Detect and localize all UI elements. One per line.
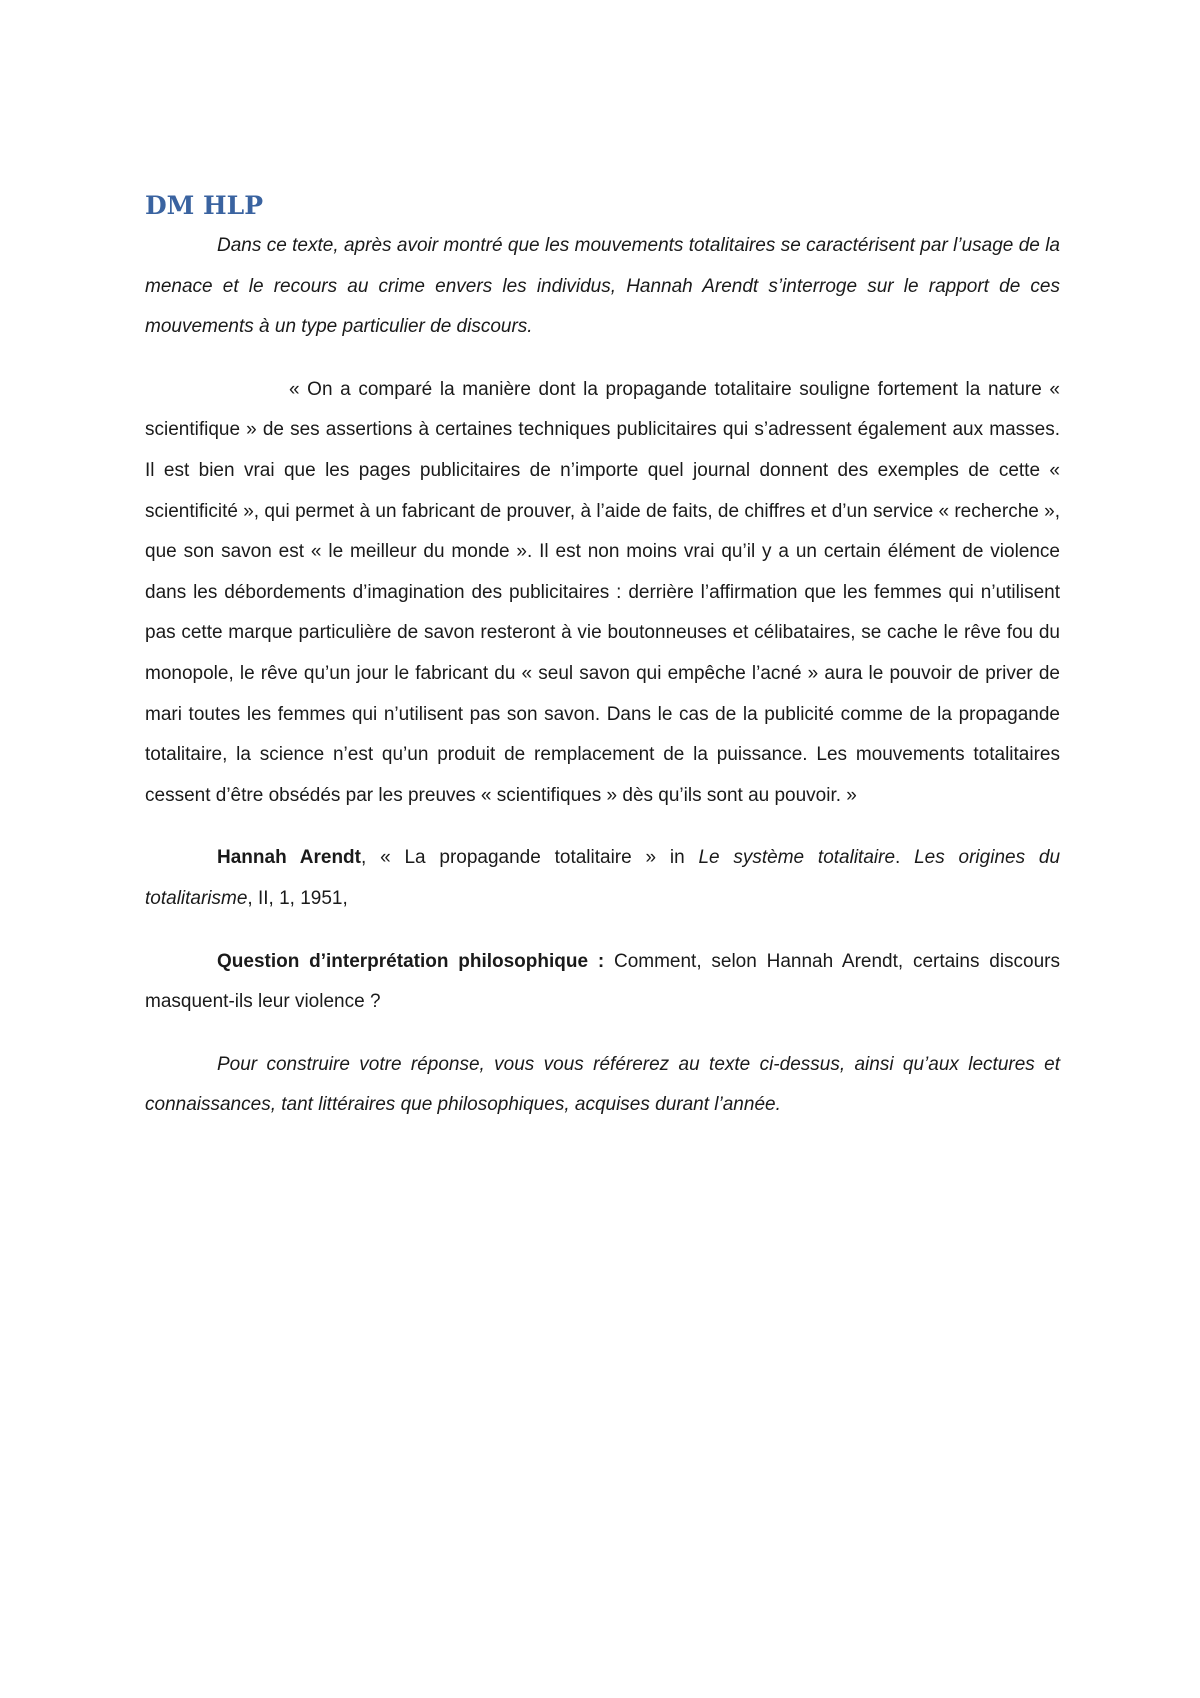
question-label: Question d’interprétation philosophique : [217,950,605,972]
citation-author: Hannah Arendt [217,847,361,869]
arendt-quote: « On a comparé la manière dont la propagande totalitaire souligne fortement la nature « scientifique » de ses assertions à certaines techniques publicitaires qui s’adressent également aux masses. Il est bien vrai que les pages publicitaires de n’importe quel journal donnent des exemples de cette « scientificité », qui permet à un fabricant de prouver, à l’aide de faits, de chiffres et d’un service « recherche », que son savon est « le meilleur du monde ». Il est non moins vrai qu’il y a un certain élément de violence dans les débordements d’imagination des publicitaires : derrière l’affirmation que les femmes qui n’utilisent pas cette marque particulière de savon resteront à vie boutonneuses et célibataires, se cache le rêve fou du monopole, le rêve qu’un jour le fabricant du « seul savon qui empêche l’acné » aura le pouvoir de priver de mari toutes les femmes qui n’utilisent pas son savon. Dans le cas de la publicité comme de la propagande totalitaire, la science n’est qu’un produit de remplacement de la puissance. Les mouvements totalitaires cessent d’être obsédés par les preuves « scientifiques » dès qu’ils sont au pouvoir. » [145,378,1060,806]
question-paragraph [145,942,1060,1023]
citation-series-title: Les origines du totalitarisme [145,847,1061,909]
instructions-paragraph: Pour construire votre réponse, vous vous référerez au texte ci-dessus, ainsi qu’aux lectures et connaissances, tant littéraires que philosophiques, acquises durant l’année. [145,1053,1060,1116]
citation-work-title: Le système totalitaire [698,847,896,869]
citation [145,838,1060,919]
document-title: DM HLP [145,191,264,220]
citation-part1: , « La propagande totalitaire » in [361,847,699,869]
document-page [145,188,1060,1126]
citation-separator: . [895,847,915,869]
question-text: Comment, selon Hannah Arendt, certains discours masquent-ils leur violence ? [145,950,1061,1013]
intro-paragraph: Dans ce texte, après avoir montré que les mouvements totalitaires se caractérisent par l’usage de la menace et le recours au crime envers les individus, Hannah Arendt s’interroge sur le rapport de ces mouvements à un type particulier de discours. [145,235,1060,338]
citation-details: , II, 1, 1951, [247,887,348,909]
